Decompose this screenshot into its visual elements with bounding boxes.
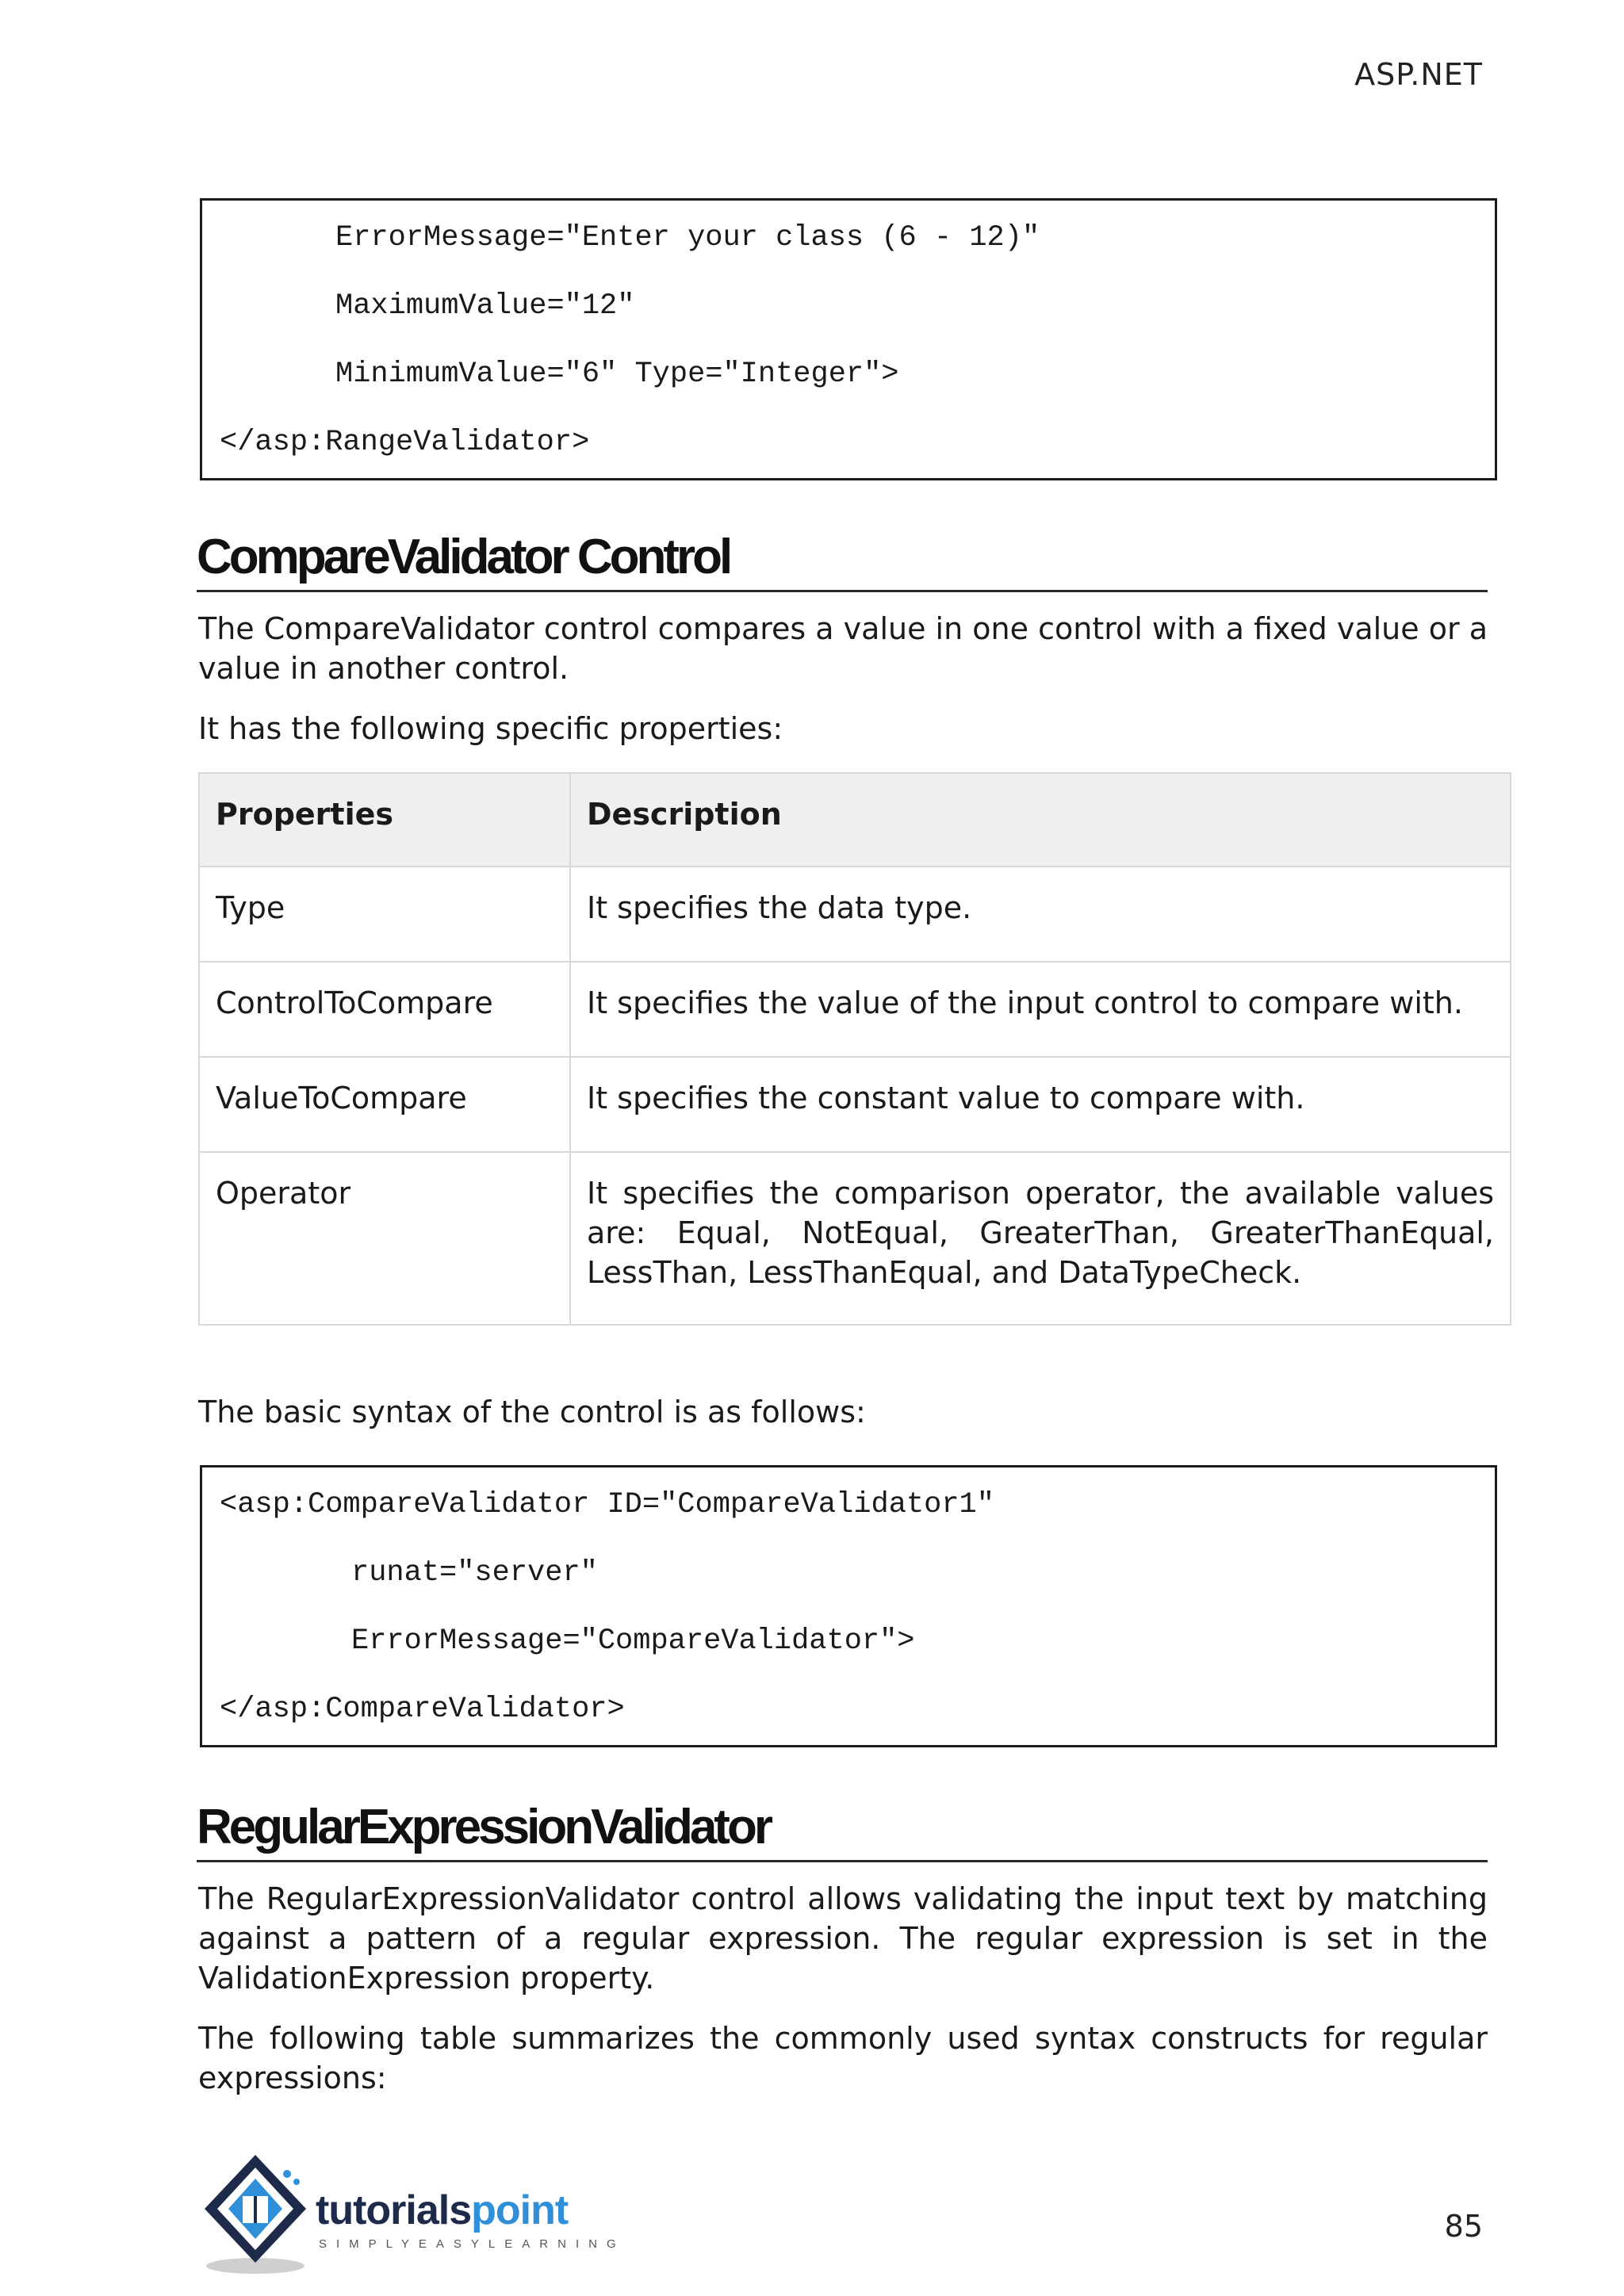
table-header-cell: Properties xyxy=(199,773,570,867)
table-row xyxy=(199,867,1511,962)
section-title-regex-validator: RegularExpressionValidator xyxy=(197,1800,1488,1862)
logo-tagline: SIMPLYEASYLEARNING xyxy=(319,2237,626,2251)
section-title-compare-validator: CompareValidator Control xyxy=(197,530,1488,592)
logo-word-tutorials: tutorials xyxy=(316,2187,472,2233)
logo-diamond-icon xyxy=(198,2150,317,2277)
table-header-row xyxy=(199,773,1511,867)
table-cell-property: Type xyxy=(199,867,570,962)
code-line: runat="server" xyxy=(351,1556,598,1590)
table-cell-description: It specifies the data type. xyxy=(570,867,1511,962)
table-cell-description: It specifies the constant value to compare with. xyxy=(570,1057,1511,1152)
paragraph-compare-intro: The CompareValidator control compares a value in one control with a fixed value or a value in another control. xyxy=(198,611,1488,686)
properties-table xyxy=(198,772,1511,1326)
tutorialspoint-logo xyxy=(198,2150,626,2277)
paragraph-syntax-intro: The basic syntax of the control is as follows: xyxy=(198,1395,866,1429)
table-cell-description: It specifies the comparison operator, the available values are: Equal, NotEqual, GreaterThan, GreaterThanEqual, LessThan, LessThanEqual, and DataTypeCheck. xyxy=(570,1152,1511,1325)
code-line: </asp:CompareValidator> xyxy=(220,1693,625,1726)
code-line: </asp:RangeValidator> xyxy=(220,426,590,459)
table-row xyxy=(199,962,1511,1057)
code-line: ErrorMessage="CompareValidator"> xyxy=(351,1624,915,1658)
table-header-cell: Description xyxy=(570,773,1511,867)
table-cell-property: ValueToCompare xyxy=(199,1057,570,1152)
code-line: ErrorMessage="Enter your class (6 - 12)" xyxy=(335,221,1040,254)
running-header: ASP.NET xyxy=(1354,57,1483,92)
page-number: 85 xyxy=(1444,2209,1483,2244)
code-block-range-validator xyxy=(200,198,1497,480)
code-line: MinimumValue="6" Type="Integer"> xyxy=(335,358,899,391)
table-row xyxy=(199,1152,1511,1325)
code-block-compare-validator xyxy=(200,1465,1497,1747)
logo-wordmark xyxy=(316,2188,568,2233)
code-line: <asp:CompareValidator ID="CompareValidator1" xyxy=(220,1488,994,1521)
table-cell-property: ControlToCompare xyxy=(199,962,570,1057)
paragraph-regex-table-intro: The following table summarizes the commonly used syntax constructs for regular expressions: xyxy=(198,2021,1488,2095)
paragraph-properties-intro: It has the following specific properties: xyxy=(198,711,783,746)
code-line: MaximumValue="12" xyxy=(335,289,635,323)
table-cell-property: Operator xyxy=(199,1152,570,1325)
table-cell-description: It specifies the value of the input control to compare with. xyxy=(570,962,1511,1057)
logo-word-point: point xyxy=(471,2187,569,2233)
paragraph-regex-intro: The RegularExpressionValidator control allows validating the input text by matching against a pattern of a regular expression. The regular expression is set in the ValidationExpression property. xyxy=(198,1881,1488,1996)
table-row xyxy=(199,1057,1511,1152)
